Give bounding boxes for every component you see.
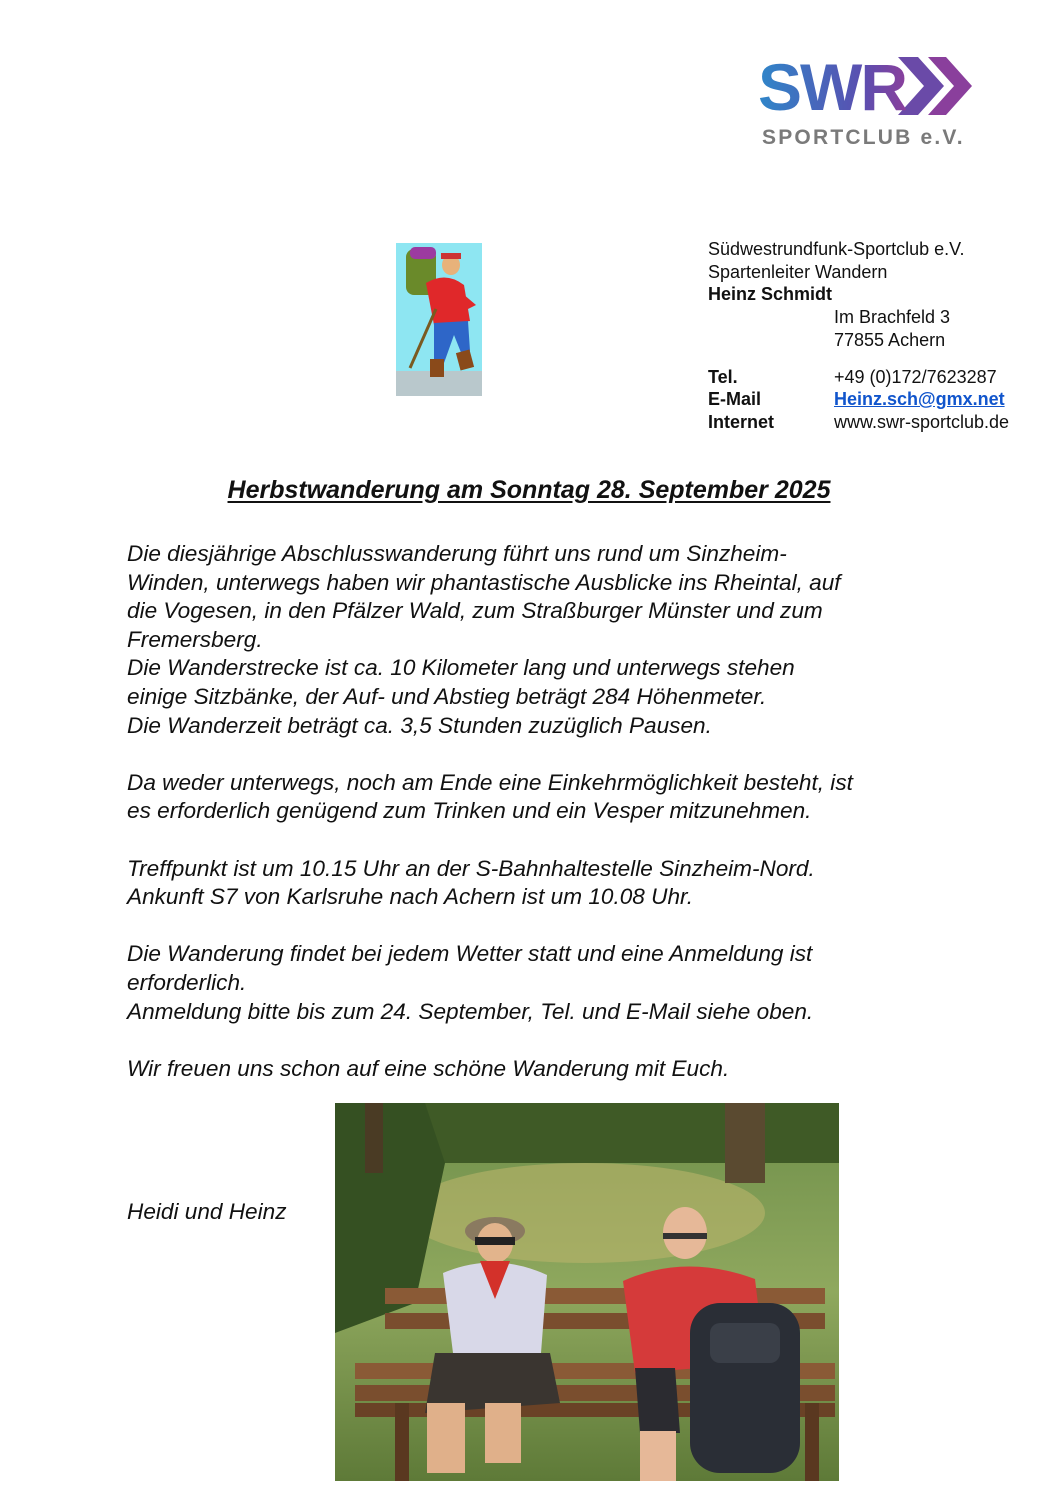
hiker-icon [396, 243, 482, 396]
body-line: Wir freuen uns schon auf eine schöne Wanderung mit Euch. [127, 1055, 730, 1081]
body-line: Da weder unterwegs, noch am Ende eine Einkehrmöglichkeit besteht, ist [127, 769, 853, 795]
body-line: es erforderlich genügend zum Trinken und ein Vesper mitzunehmen. [127, 798, 812, 824]
swr-sportclub-logo [758, 52, 978, 152]
body-line: Die Wanderzeit beträgt ca. 3,5 Stunden zuzüglich Pausen. [127, 712, 712, 738]
role: Spartenleiter Wandern [708, 261, 888, 282]
body-line: die Vogesen, in den Pfälzer Wald, zum Straßburger Münster und zum [127, 598, 823, 624]
logo-word: SWR [758, 50, 906, 124]
tel-value: +49 (0)172/7623287 [834, 366, 997, 387]
body-line: Ankunft S7 von Karlsruhe nach Achern ist um 10.08 Uhr. [127, 884, 693, 910]
page-title: Herbstwanderung am Sonntag 28. September 2025 [227, 476, 831, 504]
body-line: Fremersberg. [127, 626, 263, 652]
contact-block [708, 238, 1009, 434]
body-line: Treffpunkt ist um 10.15 Uhr an der S-Bahnhaltestelle Sinzheim-Nord. [127, 855, 815, 881]
email-row [708, 388, 1009, 411]
body-text [127, 540, 947, 1083]
web-value: www.swr-sportclub.de [834, 411, 1010, 432]
body-line: einige Sitzbänke, der Auf- und Abstieg beträgt 284 Höhenmeter. [127, 683, 767, 709]
body-line: erforderlich. [127, 969, 247, 995]
body-line: Winden, unterwegs haben wir phantastische Ausblicke ins Rheintal, auf [127, 569, 841, 595]
logo-subtitle: SPORTCLUB e.V. [762, 126, 965, 149]
tel-label: Tel. [708, 366, 738, 387]
body-line: Anmeldung bitte bis zum 24. September, Tel. und E-Mail siehe oben. [127, 998, 814, 1024]
web-label: Internet [708, 411, 775, 432]
tel-row [708, 366, 1009, 389]
city: 77855 Achern [834, 329, 946, 350]
contact-name: Heinz Schmidt [708, 284, 833, 305]
photo-two-hikers-on-bench [335, 1103, 839, 1481]
body-line: Die Wanderstrecke ist ca. 10 Kilometer lang und unterwegs stehen [127, 655, 795, 681]
web-row [708, 411, 1009, 434]
org-name: Südwestrundfunk-Sportclub e.V. [708, 239, 965, 259]
signature: Heidi und Heinz [127, 1199, 287, 1224]
body-line: Die Wanderung findet bei jedem Wetter statt und eine Anmeldung ist [127, 941, 813, 967]
street: Im Brachfeld 3 [834, 307, 951, 328]
email-label: E-Mail [708, 389, 762, 410]
body-line: Die diesjährige Abschlusswanderung führt uns rund um Sinzheim- [127, 541, 787, 566]
email-link[interactable]: Heinz.sch@gmx.net [834, 389, 1005, 410]
